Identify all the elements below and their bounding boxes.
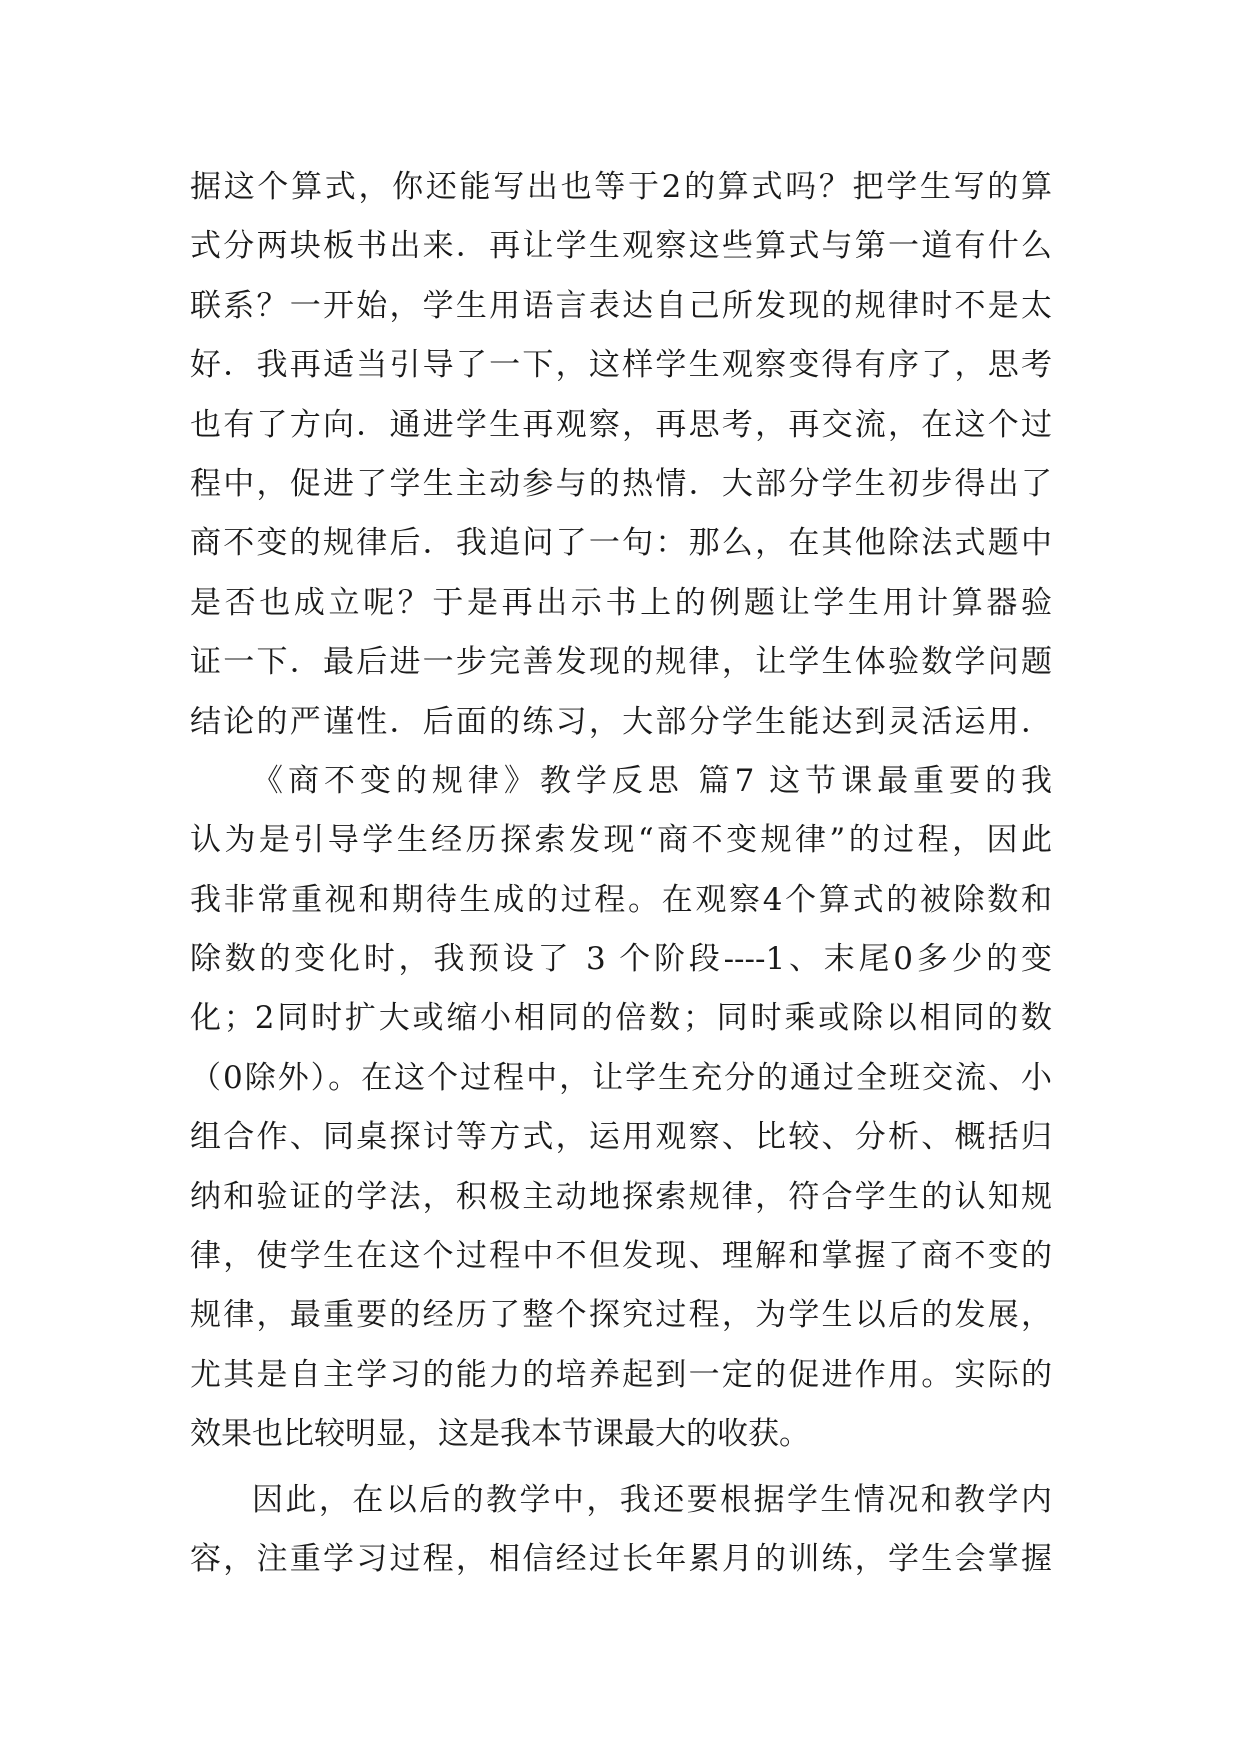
text-line: 我非常重视和期待生成的过程。在观察4个算式的被除数和 [190,881,1052,918]
text-line: 好．我再适当引导了一下，这样学生观察变得有序了，思考 [190,347,1052,384]
text-line: 式分两块板书出来．再让学生观察这些算式与第一道有什么 [190,228,1052,265]
body-text [190,158,1052,1589]
text-line: 联系？一开始，学生用语言表达自己所发现的规律时不是太 [190,287,1052,324]
text-line: 据这个算式，你还能写出也等于2的算式吗？把学生写的算 [190,169,1052,205]
text-line: 规律，最重要的经历了整个探究过程，为学生以后的发展， [190,1297,1052,1334]
text-line: 程中，促进了学生主动参与的热情．大部分学生初步得出了 [190,465,1052,502]
text-line: 也有了方向．通进学生再观察，再思考，再交流，在这个过 [190,406,1052,443]
text-line: 化；2同时扩大或缩小相同的倍数；同时乘或除以相同的数 [190,1000,1052,1037]
text-line: 商不变的规律后．我追问了一句：那么，在其他除法式题中 [190,525,1052,562]
text-line: 纳和验证的学法，积极主动地探索规律，符合学生的认知规 [190,1178,1052,1215]
text-line: 组合作、同桌探讨等方式，运用观察、比较、分析、概括归 [190,1119,1052,1156]
section-heading-line: 《商不变的规律》教学反思 篇7 这节课最重要的我 [252,762,1052,799]
text-line: 律，使学生在这个过程中不但发现、理解和掌握了商不变的 [190,1238,1052,1275]
text-line: 除数的变化时，我预设了 3 个阶段----1、末尾0多少的变 [190,941,1052,978]
paragraph-start-line: 因此，在以后的教学中，我还要根据学生情况和教学内 [252,1481,1052,1518]
text-line: 认为是引导学生经历探索发现“商不变规律”的过程，因此 [190,822,1052,859]
text-line: 结论的严谨性．后面的练习，大部分学生能达到灵活运用． [190,703,1052,740]
text-line: 证一下．最后进一步完善发现的规律，让学生体验数学问题 [190,644,1052,681]
text-line: （0除外）。在这个过程中，让学生充分的通过全班交流、小 [190,1059,1052,1096]
text-line: 容，注重学习过程，相信经过长年累月的训练，学生会掌握 [190,1540,1052,1577]
text-line: 尤其是自主学习的能力的培养起到一定的促进作用。实际的 [190,1356,1052,1393]
text-line: 效果也比较明显，这是我本节课最大的收获。 [190,1416,810,1453]
text-line: 是否也成立呢？于是再出示书上的例题让学生用计算器验 [190,584,1052,621]
